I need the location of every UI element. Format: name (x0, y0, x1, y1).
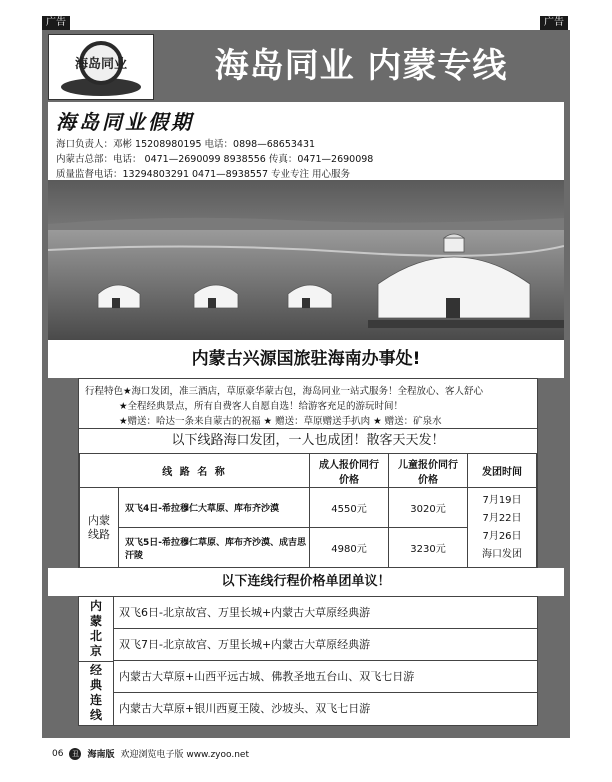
price-table (79, 453, 537, 568)
page-footer (52, 747, 249, 760)
logo-emblem-icon (49, 35, 153, 99)
ad-tag-left: 广告 (42, 16, 70, 30)
company-info (48, 102, 564, 180)
combo-route-4: 内蒙古大草原+银川西夏王陵、沙坡头、双飞七日游 (119, 702, 371, 715)
feature-line-1: 行程特色★海口发团，准三酒店，草原豪华蒙古包，海岛同业一站式服务！全程放心、客人舒心 (85, 386, 484, 397)
feature-line-3: ★赠送：哈达一条来自蒙古的祝福 ★ 赠送：草原赠送手扒肉 ★ 赠送：矿泉水 (119, 416, 442, 427)
yurt-landscape-icon (48, 180, 564, 340)
date-2: 7月22日 (482, 512, 522, 524)
route-row-2: 双飞5日-希拉穆仁草原、库布齐沙漠、成吉思汗陵 (119, 528, 310, 568)
date-note: 海口发团 (482, 548, 522, 560)
price-banner: 以下线路海口发团，一人也成团！散客天天发！ (79, 429, 537, 454)
group-label: 内蒙线路 (80, 488, 119, 568)
departure-dates (468, 488, 537, 568)
header-child: 儿童报价同行价格 (389, 454, 468, 488)
logo-text: 海岛同业 (74, 57, 128, 72)
header-route: 线 路 名 称 (80, 454, 310, 488)
child-price-1: 3020元 (389, 488, 468, 528)
grassland-photo (48, 180, 564, 340)
combo-group-label-1: 内蒙北京 (79, 597, 114, 662)
combo-routes (78, 596, 538, 726)
edition-name: 海南版 (87, 750, 115, 760)
route-row-1: 双飞4日-希拉穆仁大草原、库布齐沙漠 (119, 488, 310, 528)
contact-line-1: 海口负责人：邓彬 15208980195 电话：0898—68653431 (56, 139, 316, 150)
feature-line-2: ★全程经典景点，所有自费客人自愿自选！给游客充足的游玩时间！ (119, 401, 404, 412)
combo-route-3: 内蒙古大草原+山西平远古城、佛教圣地五台山、双飞七日游 (113, 661, 537, 693)
date-3: 7月26日 (482, 530, 522, 542)
header-adult: 成人报价同行价格 (310, 454, 389, 488)
combo-route-1: 双飞6日-北京故宫、万里长城+内蒙古大草原经典游 (113, 597, 537, 629)
ad-tag-right: 广告 (540, 16, 568, 30)
headline: 海岛同业 内蒙专线 (214, 46, 508, 86)
contact-line-3: 质量监督电话：13294803291 0471—8938557 专业专注 用心服务 (56, 169, 351, 180)
adult-price-2: 4980元 (310, 528, 389, 568)
header-dates: 发团时间 (468, 454, 537, 488)
combo-group-label-2: 经典连线 (79, 661, 114, 725)
logo (48, 34, 154, 100)
adult-price-1: 4550元 (310, 488, 389, 528)
combo-route-2: 双飞7日-北京故宫、万里长城+内蒙古大草原经典游 (113, 629, 537, 661)
child-price-2: 3230元 (389, 528, 468, 568)
price-section (78, 428, 538, 570)
contact-line-2: 内蒙古总部：电话： 0471—2690099 8938556 传真：0471—2690098 (56, 154, 374, 165)
footer-text: 欢迎浏览电子版 www.zyoo.net (120, 750, 249, 760)
brand-name: 海岛同业假期 (56, 110, 194, 134)
page-number: 06 (52, 748, 64, 759)
date-1: 7月19日 (482, 494, 522, 506)
combo-title: 以下连线行程价格单团单议！ (48, 568, 564, 596)
itinerary-features (78, 378, 538, 430)
edition-badge-icon: 丑 (69, 748, 81, 760)
office-title: 内蒙古兴源国旅驻海南办事处! (48, 340, 564, 378)
